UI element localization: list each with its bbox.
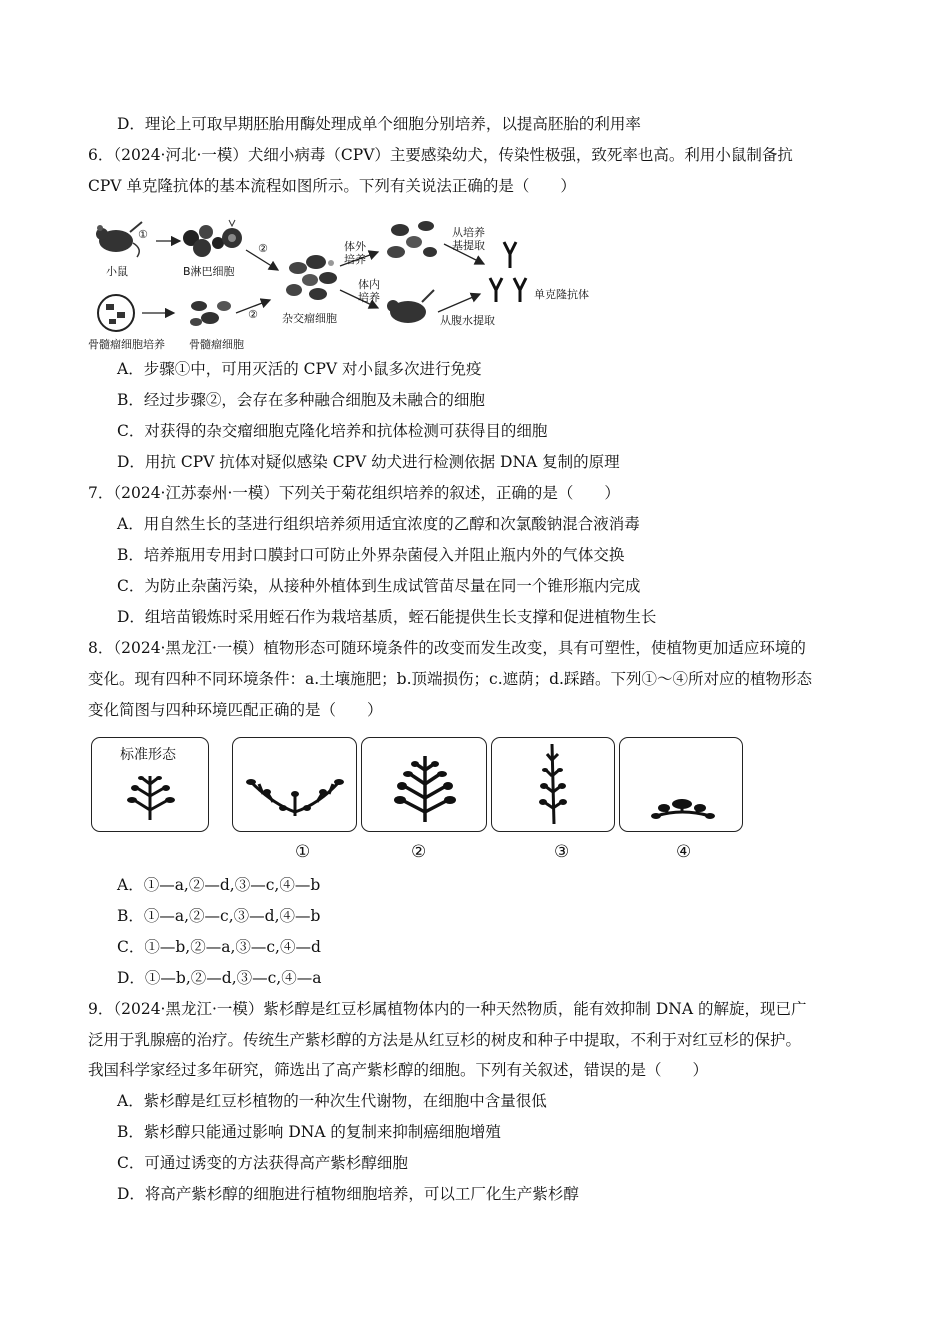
q5-option-d: D．理论上可取早期胚胎用酶处理成单个细胞分别培养，以提高胚胎的利用率	[117, 115, 641, 133]
antibody-icon	[490, 242, 526, 302]
label-step1: ①	[138, 228, 148, 241]
label-step2b: ②	[248, 308, 258, 321]
label-mouse: 小鼠	[106, 265, 128, 278]
mouse-icon	[387, 290, 434, 323]
panel-form-1	[232, 737, 357, 832]
q7-option-c: C．为防止杂菌污染，从接种外植体到生成试管苗尽量在同一个锥形瓶内完成	[117, 577, 641, 595]
q7-stem: 7．（2024·江苏泰州·一模）下列关于菊花组织培养的叙述，正确的是（ ）	[88, 484, 620, 502]
q6-stem-line1: 6．（2024·河北·一模）犬细小病毒（CPV）主要感染幼犬，传染性极强，致死率也高。利用小鼠制备抗	[88, 146, 793, 164]
q9-stem-line2: 泛用于乳腺癌的治疗。传统生产紫杉醇的方法是从红豆杉的树皮和种子中提取，不利于对红豆杉的保护。	[88, 1031, 802, 1049]
panel-form-4	[619, 737, 743, 832]
label-myeloma-culture: 骨髓瘤细胞培养	[88, 338, 165, 351]
q9-option-a: A．紫杉醇是红豆杉植物的一种次生代谢物，在细胞中含量很低	[117, 1092, 547, 1110]
label-hybridoma: 杂交瘤细胞	[282, 312, 337, 325]
q8-option-c: C．①—b,②—a,③—c,④—d	[117, 938, 321, 956]
panel-standard-form	[91, 737, 209, 832]
b-cell-cluster-icon	[183, 220, 242, 257]
q7-option-d: D．组培苗锻炼时采用蛭石作为栽培基质，蛭石能提供生长支撑和促进植物生长	[117, 608, 657, 626]
q8-option-b: B．①—a,②—c,③—d,④—b	[117, 907, 321, 925]
label-b-cell: B淋巴细胞	[183, 265, 235, 278]
label-antibody: 单克隆抗体	[534, 288, 589, 301]
plant-form-4-icon	[620, 738, 744, 833]
q6-option-a: A．步骤①中，可用灭活的 CPV 对小鼠多次进行免疫	[117, 360, 482, 378]
hybridoma-cells-icon	[286, 255, 337, 300]
q9-stem-line1: 9．（2024·黑龙江·一模）紫杉醇是红豆杉属植物体内的一种天然物质，能有效抑制 DNA 的解旋，现已广	[88, 1000, 807, 1018]
plant-standard-icon	[92, 738, 210, 833]
q8-stem-line3: 变化简图与四种环境匹配正确的是（ ）	[88, 701, 383, 719]
q8-stem-line1: 8．（2024·黑龙江·一模）植物形态可随环境条件的改变而发生改变，具有可塑性，使植物更加适应环境的	[88, 639, 806, 657]
label-myeloma: 骨髓瘤细胞	[189, 338, 244, 351]
label-in-vivo: 体内培养	[358, 278, 380, 304]
monoclonal-antibody-flow-diagram	[88, 208, 608, 350]
plant-form-3-icon	[492, 738, 616, 833]
q8-option-a: A．①—a,②—d,③—c,④—b	[117, 876, 321, 894]
myeloma-culture-dish-icon	[98, 295, 134, 331]
myeloma-cells-icon	[190, 301, 231, 326]
panel-label-4: ④	[676, 842, 692, 862]
cultured-cells-icon	[387, 221, 437, 258]
q9-option-c: C．可通过诱变的方法获得高产紫杉醇细胞	[117, 1154, 408, 1172]
mouse-icon	[96, 222, 142, 257]
q6-option-d: D．用抗 CPV 抗体对疑似感染 CPV 幼犬进行检测依据 DNA 复制的原理	[117, 453, 620, 471]
q8-stem-line2: 变化。现有四种不同环境条件：a.土壤施肥；b.顶端损伤；c.遮荫；d.踩踏。下列①～④所对应的植物形态	[88, 670, 812, 688]
panel-label-2: ②	[411, 842, 427, 862]
q9-stem-line3: 我国科学家经过多年研究，筛选出了高产紫杉醇的细胞。下列有关叙述，错误的是（ ）	[88, 1061, 709, 1079]
q7-option-a: A．用自然生长的茎进行组织培养须用适宜浓度的乙醇和次氯酸钠混合液消毒	[117, 515, 640, 533]
panel-label-1: ①	[295, 842, 311, 862]
panel-form-3	[491, 737, 615, 832]
q6-option-c: C．对获得的杂交瘤细胞克隆化培养和抗体检测可获得目的细胞	[117, 422, 548, 440]
plant-form-2-icon	[362, 738, 488, 833]
label-step2a: ②	[258, 242, 268, 255]
label-extract-ascites: 从腹水提取	[440, 314, 495, 327]
q6-stem-line2: CPV 单克隆抗体的基本流程如图所示。下列有关说法正确的是（ ）	[88, 177, 576, 195]
q7-option-b: B．培养瓶用专用封口膜封口可防止外界杂菌侵入并阻止瓶内外的气体交换	[117, 546, 625, 564]
label-extract-culture: 从培养基提取	[452, 226, 485, 252]
panel-label-3: ③	[554, 842, 570, 862]
q9-option-b: B．紫杉醇只能通过影响 DNA 的复制来抑制癌细胞增殖	[117, 1123, 501, 1141]
label-in-vitro: 体外培养	[344, 240, 366, 266]
q9-option-d: D．将高产紫杉醇的细胞进行植物细胞培养，可以工厂化生产紫杉醇	[117, 1185, 579, 1203]
panel-form-2	[361, 737, 487, 832]
flow-diagram-graphic	[88, 208, 608, 350]
q6-option-b: B．经过步骤②，会存在多种融合细胞及未融合的细胞	[117, 391, 485, 409]
q8-option-d: D．①—b,②—d,③—c,④—a	[117, 969, 322, 987]
panel-standard-label: 标准形态	[120, 747, 176, 763]
plant-form-1-icon	[233, 738, 358, 833]
